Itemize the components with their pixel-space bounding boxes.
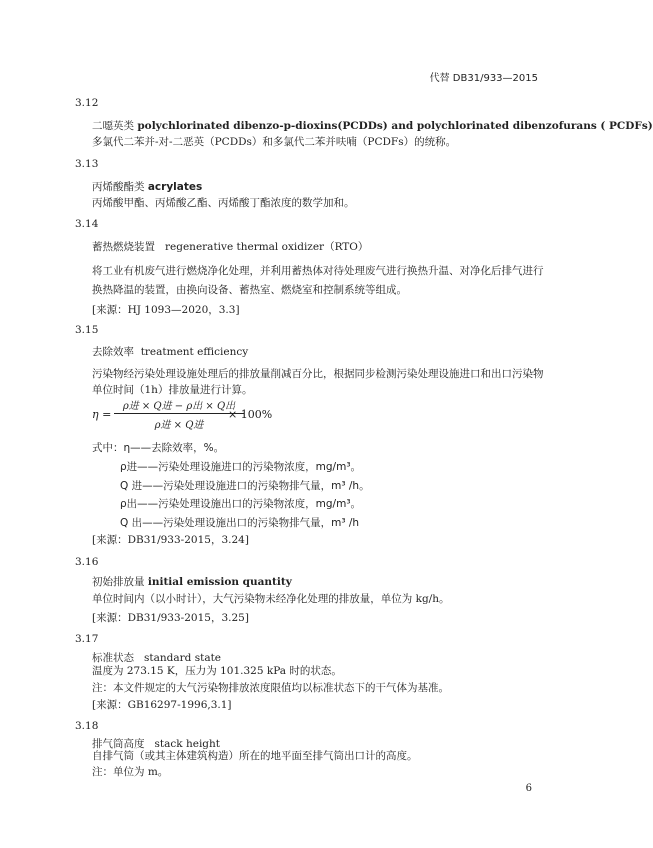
term-3-12 xyxy=(92,118,653,133)
term-3-16 xyxy=(92,574,292,589)
fraction-bar xyxy=(114,413,244,414)
term-3-13 xyxy=(92,179,202,194)
formula-fraction xyxy=(114,397,244,431)
term-3-15 xyxy=(92,344,248,359)
term-cn: 初始排放量 xyxy=(92,576,145,588)
section-number-3-17: 3.17 xyxy=(75,633,99,645)
term-3-14 xyxy=(92,239,368,254)
term-cn: 排气筒高度 xyxy=(92,738,145,750)
variable-rho-out: ρ出——污染处理设施出口的污染物浓度，mg/m³。 xyxy=(120,498,362,510)
source-3-14: [来源：HJ 1093—2020，3.3] xyxy=(92,304,240,316)
section-number-3-12: 3.12 xyxy=(75,97,99,109)
definition-3-14-line1: 将工业有机废气进行燃烧净化处理，并利用蓄热体对待处理废气进行换热升温、对净化后排气进行 xyxy=(92,265,544,277)
variable-q-out: Q 出——污染处理设施出口的污染物排气量，m³ /h xyxy=(120,517,360,529)
variable-q-in: Q 进——污染处理设施进口的污染物排气量，m³ /h。 xyxy=(120,480,370,492)
formula-factor: × 100% xyxy=(228,408,273,421)
definition-3-15-line1: 污染物经污染处理设施处理后的排放量削减百分比，根据同步检测污染处理设施进口和出口污染物 xyxy=(92,368,544,380)
where-label: 式中：η——去除效率，%。 xyxy=(92,442,225,454)
definition-3-15-line2: 单位时间（1h）排放量进行计算。 xyxy=(92,384,253,396)
term-cn: 丙烯酸酯类 xyxy=(92,181,145,193)
section-number-3-15: 3.15 xyxy=(75,324,99,336)
variable-rho-in: ρ进——污染处理设施进口的污染物浓度，mg/m³。 xyxy=(120,461,362,473)
term-cn: 去除效率 xyxy=(92,346,134,358)
term-cn: 二噁英类 xyxy=(92,120,134,132)
term-en: regenerative thermal oxidizer（RTO） xyxy=(165,241,369,253)
source-3-16: [来源：DB31/933-2015，3.25] xyxy=(92,612,249,624)
formula-denominator: ρ进 × Q进 xyxy=(154,420,204,431)
term-en: treatment efficiency xyxy=(140,346,249,358)
page-number: 6 xyxy=(525,783,532,794)
definition-3-18: 自排气筒（或其主体建筑构造）所在的地平面至排气筒出口计的高度。 xyxy=(92,750,418,762)
definition-3-16: 单位时间内（以小时计），大气污染物未经净化处理的排放量，单位为 kg/h。 xyxy=(92,593,450,605)
source-3-15: [来源：DB31/933-2015，3.24] xyxy=(92,534,249,546)
term-cn: 蓄热燃烧装置 xyxy=(92,241,155,253)
definition-3-17: 温度为 273.15 K，压力为 101.325 kPa 时的状态。 xyxy=(92,665,342,677)
definition-3-12: 多氯代二苯并-对-二恶英（PCDDs）和多氯代二苯并呋喃（PCDFs）的统称。 xyxy=(92,136,457,148)
definition-3-14-line2: 换热降温的装置，由换向设备、蓄热室、燃烧室和控制系统等组成。 xyxy=(92,284,407,296)
source-3-17: [来源：GB16297-1996,3.1] xyxy=(92,699,232,711)
document-code-header: 代替 DB31/933—2015 xyxy=(429,73,538,84)
section-number-3-13: 3.13 xyxy=(75,158,99,170)
section-number-3-16: 3.16 xyxy=(75,556,99,568)
term-en: acrylates xyxy=(147,181,203,193)
note-3-17: 注：本文件规定的大气污染物排放浓度限值均以标准状态下的干气体为基准。 xyxy=(92,682,449,694)
term-en: polychlorinated dibenzo-p-dioxins(PCDDs) and polychlorinated dibenzofurans ( PCDFs) xyxy=(137,120,653,132)
term-en: standard state xyxy=(144,652,222,664)
formula-lhs: η = xyxy=(92,408,112,421)
removal-efficiency-formula xyxy=(92,397,292,437)
term-en: stack height xyxy=(154,738,221,750)
term-en: initial emission quantity xyxy=(147,576,292,588)
section-number-3-14: 3.14 xyxy=(75,218,99,230)
term-cn: 标准状态 xyxy=(92,652,134,664)
section-number-3-18: 3.18 xyxy=(75,720,99,732)
definition-3-13: 丙烯酸甲酯、丙烯酸乙酯、丙烯酸丁酯浓度的数学加和。 xyxy=(92,197,355,209)
note-3-18: 注：单位为 m。 xyxy=(92,766,169,778)
formula-numerator: ρ进 × Q进 − ρ出 × Q出 xyxy=(122,401,236,412)
